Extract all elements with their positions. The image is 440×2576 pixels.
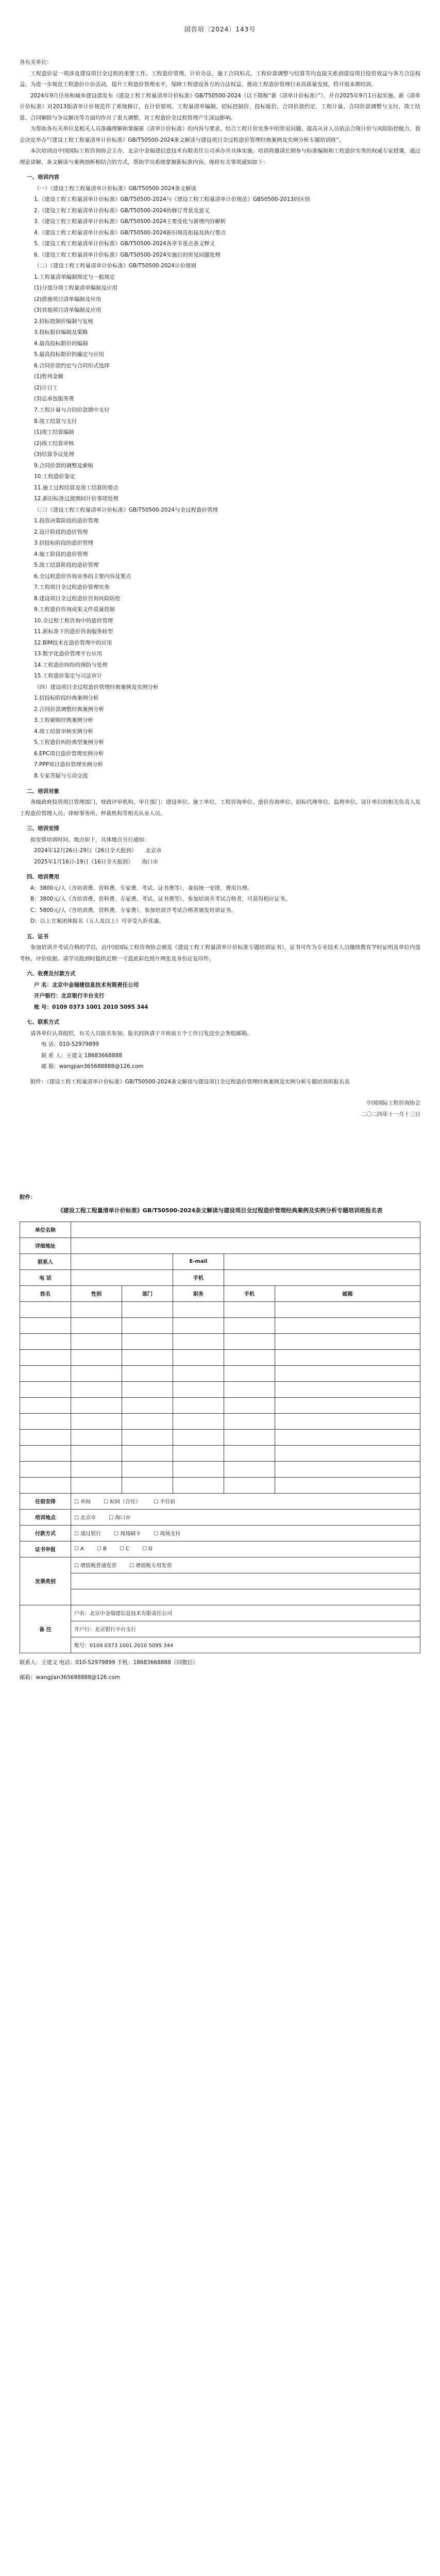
attachment-note: 附件：《建设工程工程量清单计价标准》GB/T50500-2024条文解读与建设项目全过程造价管理经典案例及实例分析专题培训班报名表 — [30, 1078, 350, 1085]
lodging-option-none[interactable]: ☐ 不住宿 — [154, 1497, 175, 1505]
invoice-detail[interactable] — [71, 1589, 420, 1605]
section-heading: 七、联系方式 — [27, 1019, 59, 1026]
attendee-cell[interactable] — [224, 1445, 275, 1461]
attendee-cell[interactable] — [122, 1445, 173, 1461]
address-input[interactable] — [71, 1238, 420, 1253]
cert-options — [71, 1541, 420, 1557]
attendee-row — [20, 1413, 420, 1429]
module-1 — [20, 183, 420, 261]
attendee-cell[interactable] — [20, 1301, 71, 1317]
remarks-label: 备 注 — [20, 1605, 71, 1653]
signature-org: 中国国际工程咨询协会 — [366, 1100, 420, 1107]
topic-item: (1)暂列金额 — [34, 374, 63, 380]
attendee-cell[interactable] — [275, 1413, 420, 1429]
fee-item: D：以上方案团体报名（五人及以上）可享受九折优惠。 — [30, 918, 165, 925]
attendee-cell[interactable] — [122, 1365, 173, 1381]
module-4 — [20, 682, 420, 782]
col-mail: 邮箱 — [275, 1285, 420, 1301]
topic-item: 2.《建设工程工程量清单计价标准》GB/T50500-2024的修订背景及意义 — [34, 207, 210, 214]
topic-item: (3)结算争议处理 — [34, 451, 74, 458]
topic-item: 5.竣工结算阶段的造价管理 — [34, 562, 99, 569]
topic-item: 8.建设项目全过程造价咨询风险防控 — [34, 595, 121, 602]
attendee-cell[interactable] — [173, 1349, 224, 1365]
attendee-cell[interactable] — [71, 1461, 122, 1477]
attendee-cell[interactable] — [173, 1461, 224, 1477]
col-name: 姓名 — [20, 1285, 71, 1301]
cert-option-c[interactable]: ☐ C — [120, 1546, 129, 1552]
module-items — [20, 516, 420, 682]
attendee-cell[interactable] — [122, 1461, 173, 1477]
contact-phone: 电 话：010-52979899 — [41, 1041, 99, 1048]
attendee-cell[interactable] — [71, 1333, 122, 1349]
section-heading: 三、培训安排 — [27, 825, 59, 832]
attendee-row — [20, 1381, 420, 1397]
module-title: （三）《建设工程工程量清单计价标准》GB/T50500-2024与全过程造价管理 — [34, 506, 218, 513]
topic-item: 4.竣工结算审核实例分析 — [34, 728, 94, 735]
attendee-cell[interactable] — [173, 1317, 224, 1333]
attendee-cell[interactable] — [20, 1397, 71, 1413]
module-title: （四）建设项目全过程造价管理经典案例及实例分析 — [34, 684, 159, 690]
payment-label: 付款方式 — [20, 1525, 71, 1541]
topic-item: 1.《建设工程工程量清单计价标准》GB/T50500-2024与《建设工程工程量清单计价规范》GB50500-2013的区别 — [34, 196, 310, 203]
schedule-time: 2025年1月16日-19日（16日全天报到） — [34, 858, 133, 865]
attendee-row — [20, 1397, 420, 1413]
topic-item: 4.《建设工程工程量清单计价标准》GB/T50500-2024新旧规范衔接及执行要点 — [34, 229, 226, 236]
col-post: 职务 — [173, 1285, 224, 1301]
attendee-cell[interactable] — [173, 1397, 224, 1413]
topic-item: 2.合同价款调整经典案例分析 — [34, 706, 105, 713]
topic-item: 12.新旧标准过渡期间计价事项处理 — [34, 496, 119, 502]
attendee-cell[interactable] — [20, 1349, 71, 1365]
payment-option-bank[interactable]: ☐ 通过银行 — [74, 1529, 101, 1537]
topic-item: (1)竣工结算编制 — [34, 429, 74, 436]
section-text: 各级政府投资项目管理部门、财政评审机构、审计部门；建设单位、施工单位、工程咨询单位、造价咨询单位、招标代理单位、监理单位、设计单位的相关负责人及工程造价管理人员；律师事务所、仲裁机构等相关从业人员。 — [20, 799, 420, 817]
topic-item: 2.招标控制价编制与复核 — [34, 318, 94, 325]
topic-item: 3.工程索赔经典案例分析 — [34, 717, 94, 724]
attendee-row — [20, 1365, 420, 1381]
module-2 — [20, 261, 420, 504]
cert-option-d[interactable]: ☐ D — [142, 1546, 153, 1552]
attendee-row — [20, 1429, 420, 1445]
attendee-cell[interactable] — [20, 1365, 71, 1381]
section-heading: 二、培训对象 — [27, 788, 59, 794]
attendee-cell[interactable] — [20, 1445, 71, 1461]
attendee-cell[interactable] — [71, 1429, 122, 1445]
attendee-cell[interactable] — [122, 1317, 173, 1333]
mobile-label: 手机 — [173, 1269, 224, 1285]
topic-item: 3.招投标阶段的造价管理 — [34, 540, 94, 547]
attendee-cell[interactable] — [224, 1397, 275, 1413]
lodging-options — [71, 1493, 420, 1509]
topic-item: 4.最高投标限价的编制 — [34, 340, 88, 347]
attendee-cell[interactable] — [173, 1429, 224, 1445]
topic-item: 4.施工阶段的造价管理 — [34, 551, 88, 557]
attendee-cell[interactable] — [173, 1365, 224, 1381]
lodging-option-single[interactable]: ☐ 单间 — [74, 1497, 91, 1505]
contact-input[interactable] — [71, 1253, 173, 1269]
attendee-cell[interactable] — [173, 1301, 224, 1317]
invoice-label: 发票类别 — [20, 1557, 71, 1605]
topic-item: 1.招投标阶段经典案例分析 — [34, 695, 99, 702]
topic-item: 15.工程造价鉴定与司法审计 — [34, 673, 103, 680]
topic-item: 2.设计阶段的造价管理 — [34, 529, 88, 535]
topic-item: 7.PPP项目造价管理实例分析 — [34, 761, 104, 768]
topic-item: 6.合同价款约定与合同形式选择 — [34, 362, 110, 369]
attendee-cell[interactable] — [20, 1429, 71, 1445]
invoice-option-special[interactable]: ☐ 增值税专用发票 — [129, 1561, 172, 1569]
attendee-row — [20, 1461, 420, 1477]
attendee-cell[interactable] — [224, 1301, 275, 1317]
topic-item: 8.专家答疑与互动交流 — [34, 773, 88, 779]
section-heading: 四、培训费用 — [27, 874, 59, 880]
unit-input[interactable] — [71, 1222, 420, 1238]
unit-label: 单位名称 — [20, 1222, 71, 1238]
payment-option-card[interactable]: ☐ 现场刷卡 — [114, 1529, 141, 1537]
topic-item: (3)其他项目清单编制及应用 — [34, 307, 101, 314]
schedule-row — [20, 857, 420, 868]
form-contact-line: 联系人：王建文 电话：010-52979899 手机：18683668888（同微信） — [20, 1659, 198, 1666]
attendee-row — [20, 1301, 420, 1317]
attendee-cell[interactable] — [71, 1317, 122, 1333]
fee-item: A：3800元/人（含培训费、资料费、专家费、考试、证书费等），食宿统一安排，费用自理。 — [30, 885, 253, 891]
fee-item: B：3800元/人（含培训费、资料费、专家费、考试、证书费等），参加培训并考试合格者，可获得相应证书。 — [30, 896, 291, 903]
attendee-cell[interactable] — [122, 1301, 173, 1317]
attendee-cell[interactable] — [71, 1365, 122, 1381]
attendee-cell[interactable] — [122, 1381, 173, 1397]
topic-item: 5.《建设工程工程量清单计价标准》GB/T50500-2024各章节重点条文释义 — [34, 241, 215, 247]
registration-table — [20, 1222, 420, 1653]
payment-options — [71, 1525, 420, 1541]
attendee-cell[interactable] — [122, 1413, 173, 1429]
address-label: 详细地址 — [20, 1238, 71, 1253]
topic-item: (3)总承包服务费 — [34, 396, 74, 402]
fee-item: C：5800元/人（含培训费、资料费、专家费），参加培训并考试合格者颁发培训证书。 — [30, 907, 236, 913]
attendee-cell[interactable] — [71, 1381, 122, 1397]
topic-item: 10.工程造价鉴定 — [34, 473, 75, 480]
col-gender: 性别 — [71, 1285, 122, 1301]
bank-name: 开户银行：北京银行丰台支行 — [34, 993, 105, 999]
topic-item: 14.工程造价纠纷的预防与处理 — [34, 662, 108, 668]
topic-item: 7.工程项目全过程造价管理实务 — [34, 584, 110, 591]
topic-item: 3.投标报价编制及策略 — [34, 329, 88, 336]
col-cell: 手机 — [224, 1285, 275, 1301]
attendee-cell[interactable] — [71, 1301, 122, 1317]
section-heading: 五、证书 — [27, 933, 48, 940]
col-dept: 部门 — [122, 1285, 173, 1301]
payment-option-onsite[interactable]: ☐ 现场支付 — [154, 1529, 180, 1537]
attendee-cell[interactable] — [173, 1413, 224, 1429]
attendee-cell[interactable] — [173, 1333, 224, 1349]
schedule-place: 海口市 — [142, 858, 158, 865]
place-option-beijing[interactable]: ☐ 北京市 — [74, 1513, 96, 1521]
module-items — [20, 272, 420, 505]
attendee-cell[interactable] — [275, 1397, 420, 1413]
form-email-line[interactable]: 邮箱：wangjian365688888@126.com — [20, 1674, 121, 1681]
attendee-row — [20, 1349, 420, 1365]
module-items — [20, 693, 420, 782]
invoice-option-normal[interactable]: ☐ 增值税普通发票 — [74, 1561, 116, 1569]
contact-email[interactable]: 邮 箱：wangjian365688888@126.com — [41, 1063, 144, 1070]
section-heading: 六、收费及付款方式 — [27, 971, 76, 977]
intro-paragraph: 为帮助各有关单位及相关人员准确理解和掌握新《清单计价标准》的内容与要求，结合工程计价实务中的常见问题，提高从业人员依法合规计价与风险防控能力，我会决定举办“《建设工程工程量清单计价标准》GB/T50500-2024条文解读与建设项目全过程造价管理经典案例及实例分析专题培训班”。 — [20, 126, 420, 143]
attendee-cell[interactable] — [275, 1349, 420, 1365]
lodging-label: 住宿安排 — [20, 1493, 71, 1509]
remarks-bank-name: 户名：北京中金瑞建信息技术有限责任公司 — [71, 1605, 420, 1621]
topic-item: 8.竣工结算与支付 — [34, 418, 77, 425]
remarks-bank-account: 账号：0109 0373 1001 2010 5095 344 — [71, 1637, 420, 1653]
section-text: 拟安排培训时间、地点如下，具体地点另行通知： — [30, 836, 149, 843]
attendee-cell[interactable] — [20, 1381, 71, 1397]
topic-item: 6.《建设工程工程量清单计价标准》GB/T50500-2024实施后的常见问题处理 — [34, 251, 221, 258]
place-option-haikou[interactable]: ☐ 海口市 — [109, 1513, 130, 1521]
module-items — [20, 194, 420, 261]
schedule-row — [20, 845, 420, 857]
contact-label: 联系人 — [20, 1253, 71, 1269]
bank-account-number: 账 号：0109 0373 1001 2010 5095 344 — [34, 1004, 148, 1010]
attendee-cell[interactable] — [275, 1365, 420, 1381]
attendee-cell[interactable] — [20, 1461, 71, 1477]
mobile-input[interactable] — [224, 1269, 420, 1285]
attendee-row — [20, 1333, 420, 1349]
topic-item: 11.施工过程结算及竣工结算的要点 — [34, 484, 119, 491]
topic-item: 12.BIM技术在造价管理中的应用 — [34, 639, 112, 646]
module-title: （二）《建设工程工程量清单计价标准》GB/T50500-2024计价规则 — [34, 263, 196, 269]
signature-date: 二〇二四年十一月十三日 — [361, 1111, 420, 1117]
cert-label: 证书申报 — [20, 1541, 71, 1557]
attendee-cell[interactable] — [20, 1477, 71, 1493]
topic-item: 9.合同价款的调整及索赔 — [34, 462, 94, 469]
attendee-cell[interactable] — [224, 1477, 275, 1493]
attendee-cell[interactable] — [275, 1461, 420, 1477]
attendee-cell[interactable] — [224, 1333, 275, 1349]
attendee-cell[interactable] — [71, 1477, 122, 1493]
attendee-row — [20, 1445, 420, 1461]
topic-item: 5.最高投标限价的确定与应用 — [34, 351, 105, 358]
place-options — [71, 1509, 420, 1525]
place-label: 培训地点 — [20, 1509, 71, 1525]
attendee-cell[interactable] — [224, 1381, 275, 1397]
contact-person: 联 系 人：王建文 18683668888 — [41, 1052, 122, 1059]
attendee-row — [20, 1317, 420, 1333]
cert-option-a[interactable]: ☐ A — [74, 1546, 84, 1552]
attendee-cell[interactable] — [71, 1397, 122, 1413]
module-3 — [20, 505, 420, 682]
invoice-detail[interactable] — [71, 1573, 420, 1589]
topic-item: 7.工程计量与合同价款期中支付 — [34, 406, 110, 413]
attendee-cell[interactable] — [275, 1317, 420, 1333]
attendee-cell[interactable] — [173, 1445, 224, 1461]
attendee-cell[interactable] — [275, 1381, 420, 1397]
attendee-cell[interactable] — [224, 1317, 275, 1333]
attendee-cell[interactable] — [122, 1477, 173, 1493]
attendee-cell[interactable] — [20, 1333, 71, 1349]
topic-item: 1.投资决策阶段的造价管理 — [34, 518, 99, 524]
schedule-place: 北京市 — [145, 848, 162, 854]
attendee-cell[interactable] — [224, 1365, 275, 1381]
topic-item: (1)分部分项工程量清单编制及应用 — [34, 285, 117, 292]
attendee-cell[interactable] — [71, 1413, 122, 1429]
attendee-cell[interactable] — [173, 1477, 224, 1493]
form-title: 《建设工程工程量清单计价标准》GB/T50500-2024条文解读与建设项目全过程造价管理经典案例及实例分析专题培训班报名表 — [57, 1207, 383, 1214]
attendee-cell[interactable] — [224, 1461, 275, 1477]
schedule-time: 2024年12月26日-29日（26日全天报到） — [34, 848, 137, 854]
attendee-cell[interactable] — [122, 1429, 173, 1445]
lodging-option-shared[interactable]: ☐ 标间（合住） — [104, 1497, 141, 1505]
topic-item: 6.EPC项目造价管理实例分析 — [34, 750, 104, 757]
section-heading: 一、培训内容 — [27, 174, 59, 181]
attendee-cell[interactable] — [122, 1349, 173, 1365]
topic-item: 11.新标准下的造价咨询服务转型 — [34, 629, 113, 635]
attendee-cell[interactable] — [173, 1381, 224, 1397]
appendix-label: 附件： — [20, 1194, 36, 1201]
topic-item: 1.工程量清单编制规定与一般规定 — [34, 274, 115, 280]
invoice-options — [71, 1557, 420, 1573]
module-title: （一）《建设工程工程量清单计价标准》GB/T50500-2024条文解读 — [34, 185, 196, 192]
intro-paragraph: 2024年9月住房和城乡建设部发布《建设工程工程量清单计价标准》GB/T50500-2024（以下简称“新《清单计价标准》”），并自2025年9月1日起实施。新《清单计价标准》对2013版清单计价规范作了系统修订，在计价原则、工程量清单编制、招标控制价、投标报价、合同价款约定、工程计量、合同价款调整与支付、竣工结算、合同解除与争议解决等方面均作出了重大调整，对工程造价全过程管理产生深远影响。 — [20, 92, 420, 121]
attendee-cell[interactable] — [122, 1333, 173, 1349]
topic-item: 10.全过程工程咨询中的造价管理 — [34, 617, 113, 624]
topic-item: 3.《建设工程工程量清单计价标准》GB/T50500-2024主要变化与新增内容解析 — [34, 218, 226, 225]
intro-paragraph: 工程造价是一项涉及建设项目全过程的重要工作。工程造价管理、计价办法、施工合同形式、工程价款调整与结算等均直接关系到建设项目投资效益与各方合法权益。为进一步规范工程造价计价活动，提升工程造价管理水平，保障工程建设各方的合法权益，推动工程造价管理行业高质量发展，特开展本期培训。 — [20, 70, 420, 88]
section-text: 请各单位认真组织，有关人员报名参加。报名回执请于开班前五个工作日发送至会务组邮箱。 — [30, 1030, 252, 1037]
attendee-row — [20, 1477, 420, 1493]
topic-item: (2)措施项目清单编制及应用 — [34, 296, 101, 302]
attendee-cell[interactable] — [20, 1413, 71, 1429]
attendee-cell[interactable] — [275, 1445, 420, 1461]
section-text: 参加培训并考试合格的学员，由中国国际工程咨询协会颁发《建设工程工程量清单计价标准专题培训证书》，证书可作为专业技术人员继续教育学时证明及单位内部考核、评价依据。请学员报到时提供近期一寸蓝底彩色照片两张及身份证复印件。 — [20, 944, 420, 962]
greeting: 各有关单位： — [20, 59, 52, 65]
attendee-cell[interactable] — [275, 1301, 420, 1317]
document-number: 国咨培〔2024〕143号 — [184, 26, 256, 33]
attendee-cell[interactable] — [71, 1445, 122, 1461]
attendee-cell[interactable] — [224, 1349, 275, 1365]
topic-item: 13.数字化造价管理平台应用 — [34, 651, 103, 657]
bank-account-name: 户 名：北京中金瑞建信息技术有限责任公司 — [34, 981, 139, 988]
cert-option-b[interactable]: ☐ B — [97, 1546, 107, 1552]
topic-item: (2)计日工 — [34, 384, 58, 391]
topic-item: 6.全过程造价咨询业务的主要内容及要点 — [34, 573, 131, 580]
topic-item: (2)竣工结算审核 — [34, 440, 74, 447]
attendee-cell[interactable] — [71, 1349, 122, 1365]
topic-item: 9.工程造价咨询成果文件质量控制 — [34, 606, 115, 613]
attendee-cell[interactable] — [224, 1413, 275, 1429]
attendee-cell[interactable] — [275, 1477, 420, 1493]
phone-input[interactable] — [71, 1269, 173, 1285]
topic-item: 5.工程造价纠纷典型案例分析 — [34, 739, 105, 746]
appendix — [20, 1192, 420, 1683]
attendee-cell[interactable] — [275, 1429, 420, 1445]
phone-label: 电 话 — [20, 1269, 71, 1285]
remarks-bank-branch: 开户行：北京银行丰台支行 — [71, 1621, 420, 1637]
email-label: E-mail — [173, 1253, 224, 1269]
document-page — [20, 0, 420, 1684]
intro-paragraph: 本次培训由中国国际工程咨询协会主办，北京中金瑞建信息技术有限责任公司承办并具体实施。培训将邀请长期参与标准编制和工程造价实务的权威专家授课，通过理论讲解、条文解读与案例剖析相结合的方式，帮助学员系统掌握新标准内容。现将有关事项通知如下： — [20, 148, 420, 165]
attendee-cell[interactable] — [224, 1429, 275, 1445]
attendee-cell[interactable] — [20, 1317, 71, 1333]
email-input[interactable] — [224, 1253, 420, 1269]
attendee-cell[interactable] — [275, 1333, 420, 1349]
attendee-cell[interactable] — [122, 1397, 173, 1413]
